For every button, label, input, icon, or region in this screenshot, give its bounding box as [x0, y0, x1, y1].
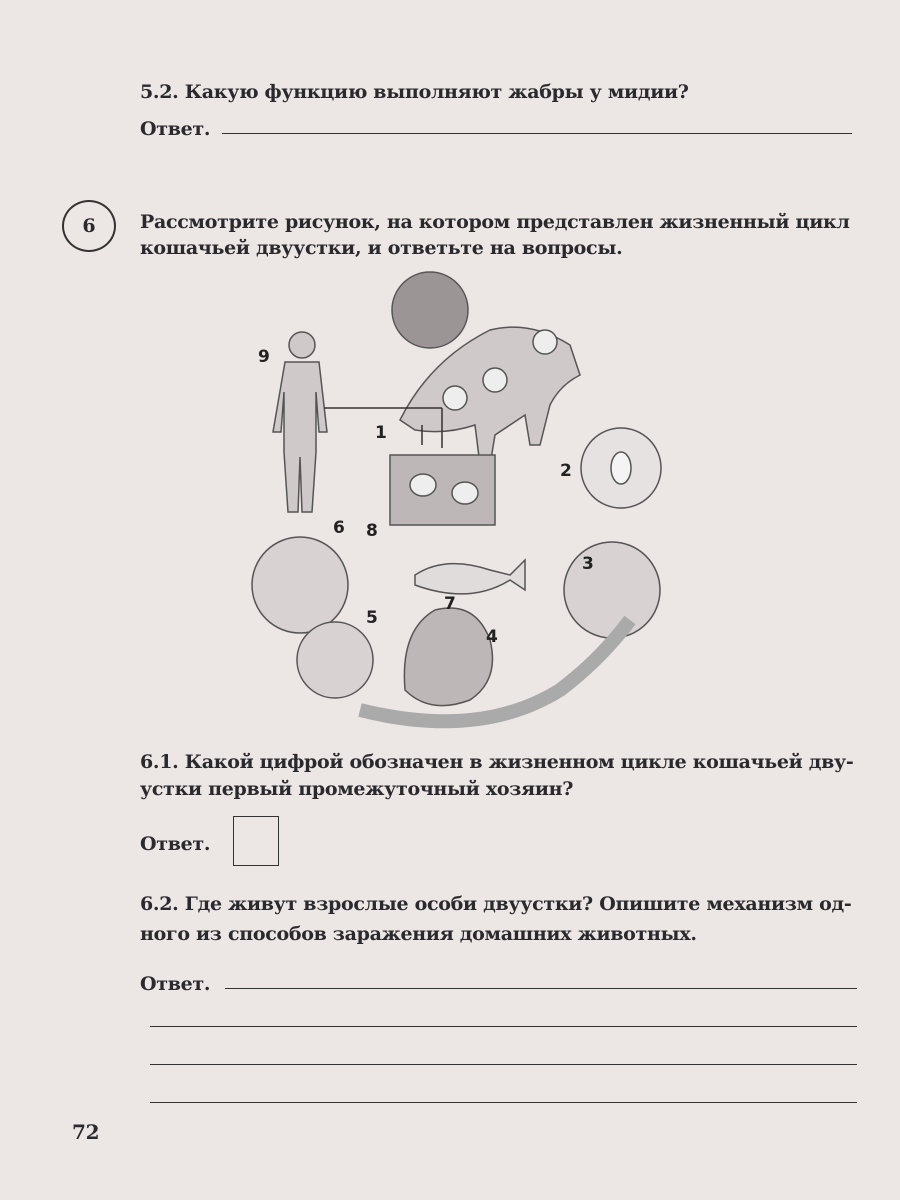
- question-6-2-line2: ного из способов заражения домашних животных.: [140, 923, 697, 945]
- answer-line-6-2-3[interactable]: [150, 1064, 857, 1065]
- label-7: 7: [444, 594, 456, 614]
- adult-fluke-circle: [392, 272, 468, 348]
- fish: [415, 560, 525, 594]
- answer-line-6-2-1[interactable]: [225, 988, 857, 989]
- question-5-2: 5.2. Какую функцию выполняют жабры у мидии?: [140, 81, 689, 103]
- cysts-square: [390, 455, 495, 525]
- label-8: 8: [366, 521, 378, 541]
- answer-label-6-1: Ответ.: [140, 833, 211, 855]
- snail: [404, 608, 492, 706]
- human-figure: [273, 332, 327, 512]
- label-1: 1: [375, 423, 387, 443]
- label-5: 5: [366, 608, 378, 628]
- water-circle-snail: [564, 542, 660, 638]
- cercaria-circle: [297, 622, 373, 698]
- question-6-2-line1: 6.2. Где живут взрослые особи двуустки? Опишите механизм од-: [140, 893, 852, 915]
- answer-label-6-2: Ответ.: [140, 973, 211, 995]
- task-number: 6: [82, 215, 96, 237]
- answer-line-6-2-4[interactable]: [150, 1102, 857, 1103]
- water-circle-fish: [252, 537, 348, 633]
- question-6-1-line1: 6.1. Какой цифрой обозначен в жизненном цикле кошачьей дву-: [140, 751, 854, 773]
- label-4: 4: [486, 627, 498, 647]
- label-2: 2: [560, 461, 572, 481]
- question-6-1-line2: устки первый промежуточный хозяин?: [140, 778, 574, 800]
- task-intro-line2: кошачьей двуустки, и ответьте на вопросы.: [140, 237, 623, 259]
- answer-label-5-2: Ответ.: [140, 118, 211, 140]
- label-3: 3: [582, 554, 594, 574]
- label-9: 9: [258, 347, 270, 367]
- page-number: 72: [72, 1120, 100, 1144]
- task-intro-line1: Рассмотрите рисунок, на котором представлен жизненный цикл: [140, 211, 850, 233]
- answer-box-6-1[interactable]: [233, 816, 279, 866]
- label-6: 6: [333, 518, 345, 538]
- answer-line-6-2-2[interactable]: [150, 1026, 857, 1027]
